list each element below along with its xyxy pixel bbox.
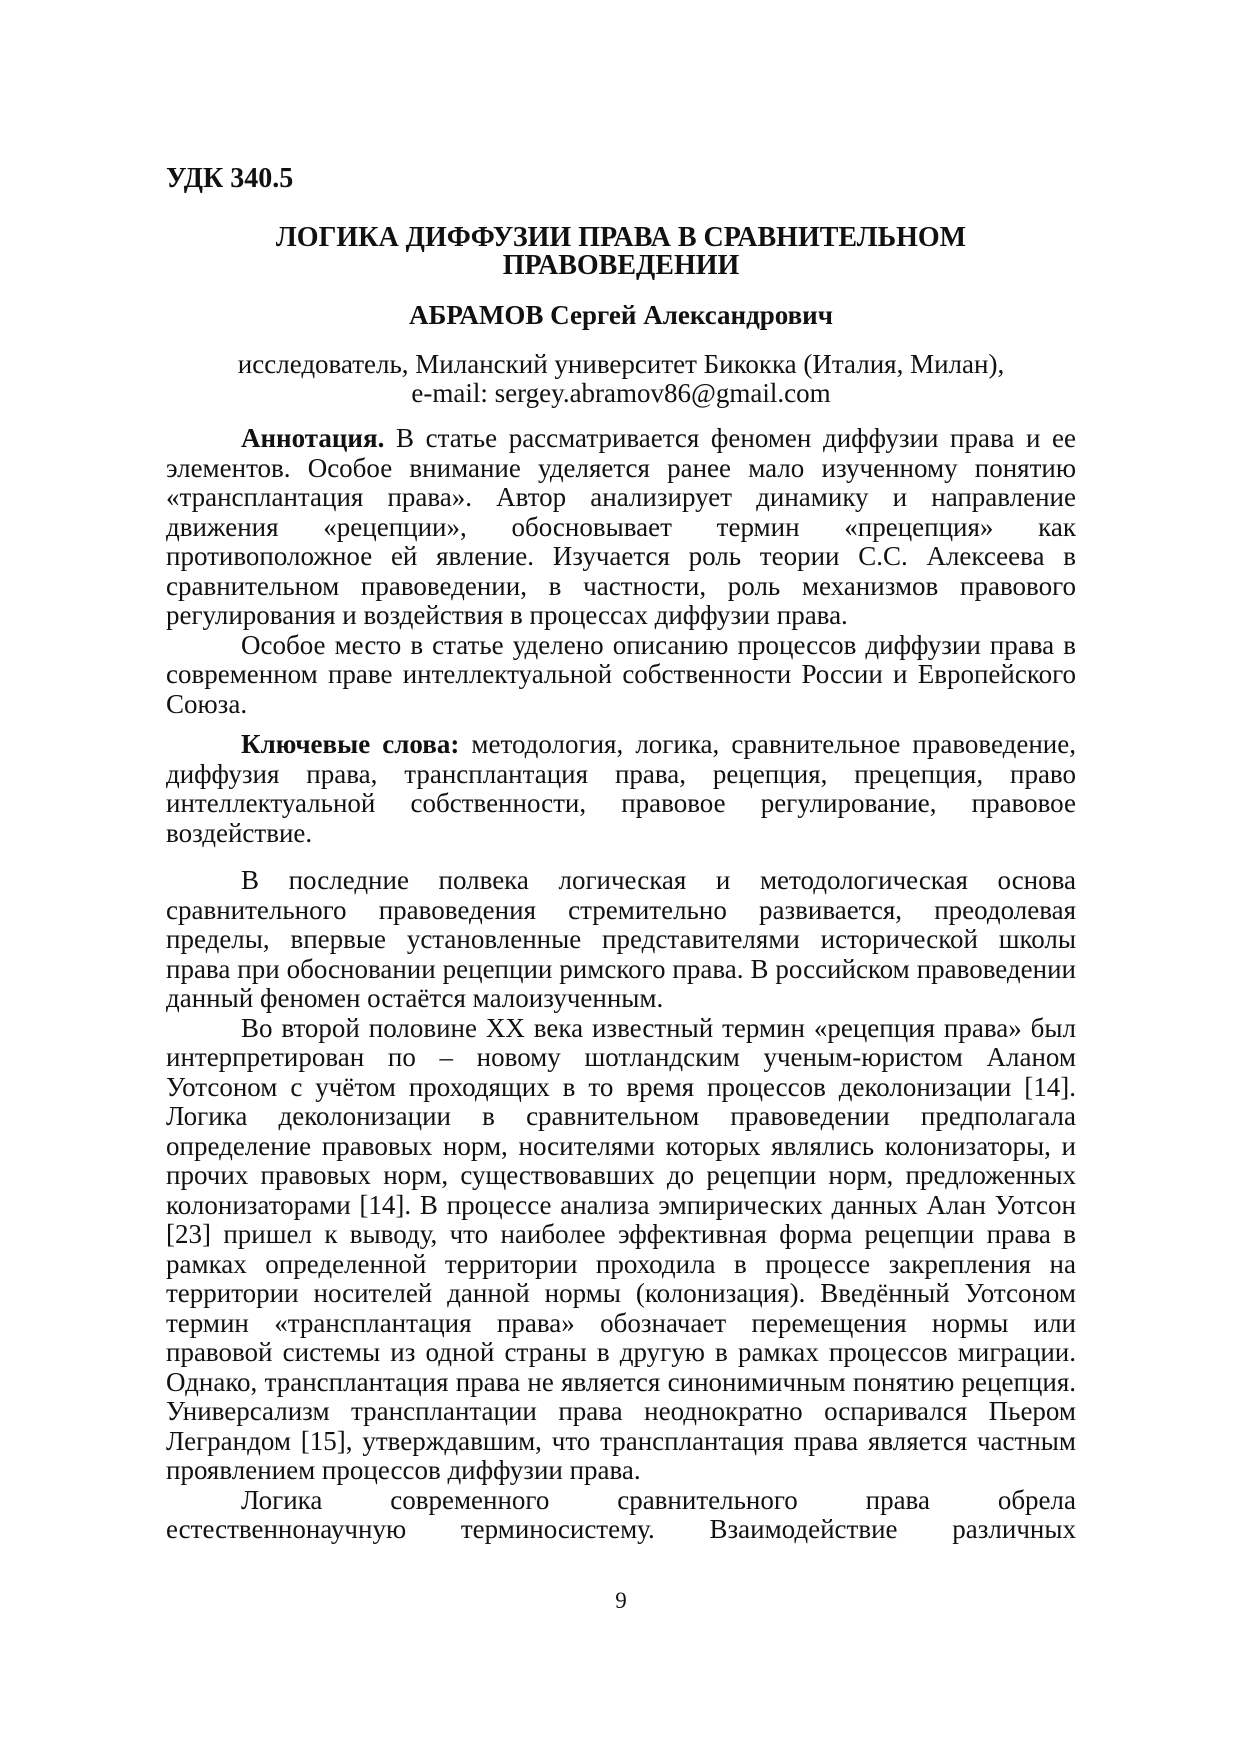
author-affiliation <box>166 350 1076 408</box>
author-email: e-mail: sergey.abramov86@gmail.com <box>411 378 831 408</box>
abstract <box>166 424 1076 719</box>
abstract-paragraph <box>166 424 1076 631</box>
body-paragraph-1: В последние полвека логическая и методологическая основа сравнительного правоведения стремительно развивается, преодолевая пределы, впервые установленные представителями исторической школы права при обосновании рецепции римского права. В российском правоведении данный феномен остаётся малоизученным. <box>166 865 1076 1013</box>
keywords <box>166 730 1076 848</box>
body-paragraph-2: Во второй половине XX века известный термин «рецепция права» был интерпретирован по – новому шотландским ученым-юристом Аланом Уотсоном с учётом проходящих в то время процессов деколонизации [14]. Логика деколонизации в сравнительном правоведении предполагала определение правовых норм, носителями которых являлись колонизаторы, и прочих правовых норм, существовавших до рецепции норм, предложенных колонизаторами [14]. В процессе анализа эмпирических данных Алан Уотсон [23] пришел к выводу, что наиболее эффективная форма рецепции права в рамках определенной территории проходила в процессе закрепления на территории носителей данной нормы (колонизация). Введённый Уотсоном термин «трансплантация права» обозначает перемещения нормы или правовой системы из одной страны в другую в рамках процессов миграции. Однако, трансплантация права не является синонимичным понятию рецепция. Универсализм трансплантации права неоднократно оспаривался Пьером Леграндом [15], утверждавшим, что трансплантация права является частным проявлением процессов диффузии права. <box>166 1012 1076 1485</box>
affiliation-text: исследователь, Миланский университет Бикокка (Италия, Милан), <box>237 349 1005 379</box>
article-title <box>166 224 1076 280</box>
author-name: АБРАМОВ Сергей Александрович <box>409 300 833 330</box>
abstract-paragraph-2: Особое место в статье уделено описанию процессов диффузии права в современном праве интеллектуальной собственности России и Европейского Союза. <box>166 629 1076 719</box>
page-number: 9 <box>615 1588 627 1613</box>
keywords-label: Ключевые слова: <box>241 729 460 759</box>
abstract-label: Аннотация. <box>241 423 385 453</box>
main-text <box>166 866 1076 1545</box>
body-paragraph-3: Логика современного сравнительного права обрела естественнонаучную терминосистему. Взаимодействие различных <box>166 1484 1076 1544</box>
keywords-paragraph <box>166 730 1076 848</box>
title-line-1: ЛОГИКА ДИФФУЗИИ ПРАВА В СРАВНИТЕЛЬНОМ <box>275 222 967 253</box>
udk-code: УДК 340.5 <box>166 163 294 194</box>
title-line-2: ПРАВОВЕДЕНИИ <box>502 250 740 281</box>
keywords-text: методология, логика, сравнительное правоведение, диффузия права, трансплантация права, рецепция, прецепция, право интеллектуальной собственности, правовое регулирование, правовое воздействие. <box>166 729 1076 848</box>
abstract-text: В статье рассматривается феномен диффузии права и ее элементов. Особое внимание уделяется ранее мало изученному понятию «трансплантация права». Автор анализирует динамику и направление движения «рецепции», обосновывает термин «прецепция» как противоположное ей явление. Изучается роль теории С.С. Алексеева в сравнительном правоведении, в частности, роль механизмов правового регулирования и воздействия в процессах диффузии права. <box>166 423 1076 630</box>
